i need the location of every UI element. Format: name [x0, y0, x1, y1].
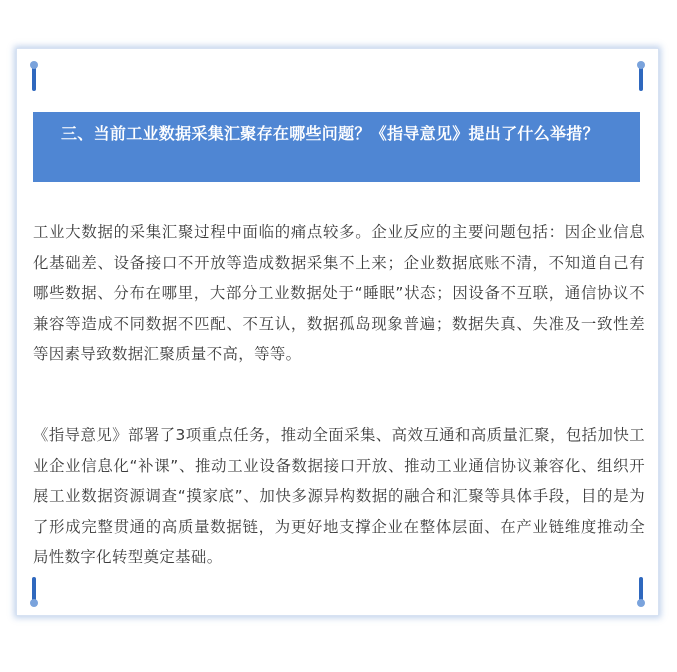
content-card [16, 48, 659, 616]
pin-top-right-icon [637, 61, 645, 93]
body-paragraph-1: 工业大数据的采集汇聚过程中面临的痛点较多。企业反应的主要问题包括：因企业信息化基础差、设备接口不开放等造成数据采集不上来；企业数据底账不清，不知道自己有哪些数据、分布在哪里，大部分工业数据处于“睡眠”状态；因设备不互联，通信协议不兼容等造成不同数据不匹配、不互认，数据孤岛现象普遍；数据失真、失准及一致性差等因素导致数据汇聚质量不高，等等。 [33, 223, 645, 363]
body-paragraph-2: 《指导意见》部署了3项重点任务，推动全面采集、高效互通和高质量汇聚，包括加快工业企业信息化“补课”、推动工业设备数据接口开放、推动工业通信协议兼容化、组织开展工业数据资源调查“摸家底”、加快多源异构数据的融合和汇聚等具体手段，目的是为了形成完整贯通的高质量数据链，为更好地支撑企业在整体层面、在产业链维度推动全局性数字化转型奠定基础。 [33, 426, 645, 566]
pin-bottom-right-icon [637, 575, 645, 607]
pin-bottom-left-icon [30, 575, 38, 607]
section-heading: 三、当前工业数据采集汇聚存在哪些问题？《指导意见》提出了什么举措？ [61, 124, 599, 143]
section-heading-banner [33, 112, 640, 182]
pin-top-left-icon [30, 61, 38, 93]
